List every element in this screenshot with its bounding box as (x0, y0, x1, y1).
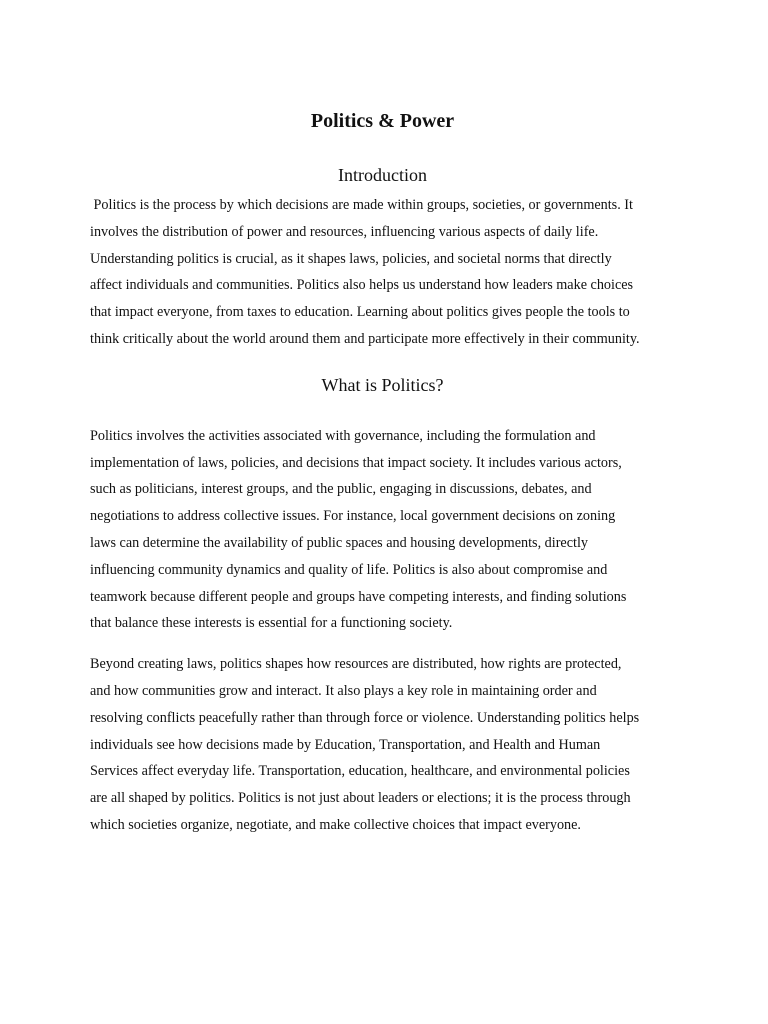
text-line: think critically about the world around them and participate more effectively in their community. (90, 330, 640, 347)
text-line: that balance these interests is essential for a functioning society. (90, 615, 453, 632)
document-title: Politics & Power (310, 110, 455, 132)
text-line: Services affect everyday life. Transportation, education, healthcare, and environmental policies (90, 763, 630, 780)
text-line: Politics involves the activities associated with governance, including the formulation and (90, 427, 596, 444)
text-line: laws can determine the availability of public spaces and housing developments, directly (90, 534, 588, 551)
what-is-politics-paragraph-1 (90, 423, 675, 637)
text-line: affect individuals and communities. Politics also helps us understand how leaders make choices (90, 277, 634, 294)
text-line: teamwork because different people and groups have competing interests, and finding solutions (90, 588, 627, 605)
text-line: resolving conflicts peacefully rather than through force or violence. Understanding politics helps (90, 709, 640, 726)
text-line: that impact everyone, from taxes to education. Learning about politics gives people the tools to (90, 304, 630, 321)
text-line: Politics is the process by which decisions are made within groups, societies, or governments. It (90, 197, 633, 213)
introduction-paragraph (90, 192, 675, 353)
section-heading-introduction: Introduction (338, 165, 427, 185)
text-line: individuals see how decisions made by Education, Transportation, and Health and Human (90, 736, 601, 753)
what-is-politics-paragraph-2 (90, 651, 675, 839)
text-line: such as politicians, interest groups, and the public, engaging in discussions, debates, and (90, 481, 592, 498)
text-line: involves the distribution of power and resources, influencing various aspects of daily life. (90, 223, 599, 240)
text-line: Understanding politics is crucial, as it shapes laws, policies, and societal norms that directly (90, 250, 612, 267)
text-line: negotiations to address collective issues. For instance, local government decisions on zoning (90, 508, 616, 525)
text-line: Beyond creating laws, politics shapes how resources are distributed, how rights are protected, (90, 656, 622, 673)
text-line: are all shaped by politics. Politics is not just about leaders or elections; it is the process through (90, 790, 631, 807)
text-line: which societies organize, negotiate, and make collective choices that impact everyone. (90, 816, 581, 833)
text-line: influencing community dynamics and quality of life. Politics is also about compromise and (90, 561, 608, 578)
text-line: implementation of laws, policies, and decisions that impact society. It includes various actors, (90, 454, 622, 471)
section-heading-what-is-politics: What is Politics? (321, 374, 444, 395)
text-line: and how communities grow and interact. It also plays a key role in maintaining order and (90, 682, 597, 699)
